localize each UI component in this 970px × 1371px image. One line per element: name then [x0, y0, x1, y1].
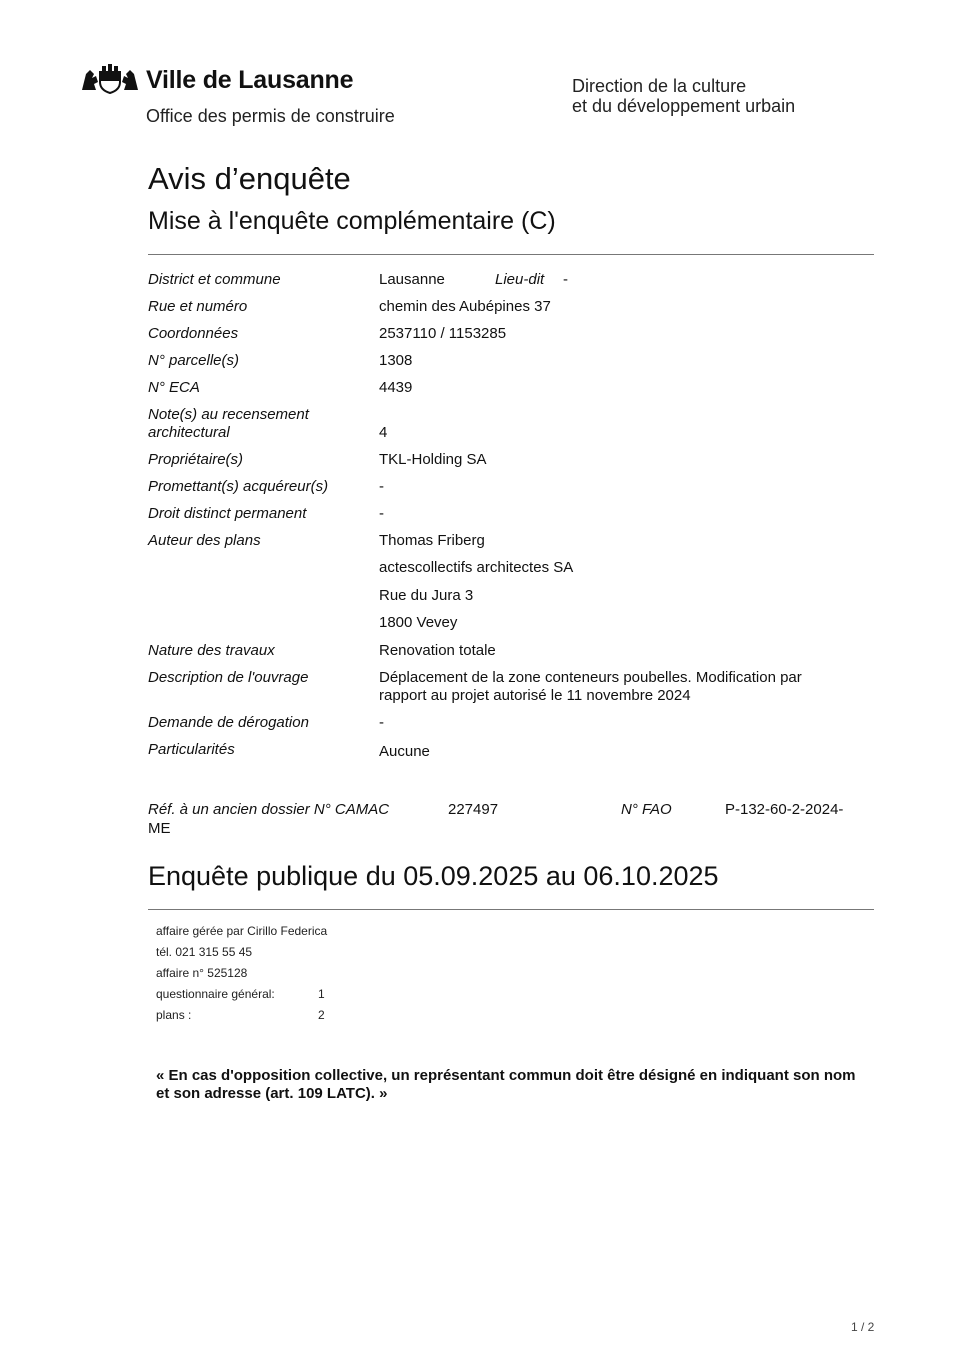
field-value: actescollectifs architectes SA [379, 559, 574, 576]
field-value: Aucune [379, 743, 430, 760]
field-label: Rue et numéro [148, 298, 248, 315]
field-label: Propriétaire(s) [148, 451, 244, 468]
field-label: Nature des travaux [148, 642, 275, 659]
field-value: Rue du Jura 3 [379, 587, 474, 604]
office-name: Office des permis de construire [146, 106, 395, 126]
direction-line-1: Direction de la culture [572, 76, 747, 96]
lieudit-label: Lieu-dit [495, 271, 545, 288]
field-label: Coordonnées [148, 325, 239, 342]
field-label-line: architectural [148, 424, 230, 441]
plans-value: 2 [318, 1008, 325, 1022]
field-value: chemin des Aubépines 37 [379, 298, 551, 315]
reference-label: Réf. à un ancien dossier N° CAMAC [148, 801, 390, 818]
field-label: Droit distinct permanent [148, 505, 307, 522]
questionnaire-value: 1 [318, 987, 325, 1001]
field-value: - [379, 478, 384, 495]
field-value: 1308 [379, 352, 413, 369]
field-label: N° ECA [148, 379, 200, 396]
direction-line-2: et du développement urbain [572, 96, 796, 116]
field-value: 4439 [379, 379, 413, 396]
page-title: Avis d’enquête [148, 161, 351, 196]
enquete-dates: Enquête publique du 05.09.2025 au 06.10.2025 [148, 861, 719, 891]
field-label: Description de l'ouvrage [148, 669, 309, 686]
field-value: Lausanne [379, 271, 445, 288]
fao-number: P-132-60-2-2024- [725, 801, 844, 818]
field-label: Auteur des plans [148, 532, 261, 549]
plans-label: plans : [156, 1008, 192, 1022]
fao-number-cont: ME [148, 820, 171, 837]
camac-number: 227497 [448, 801, 499, 818]
divider [148, 909, 874, 910]
field-value: 4 [379, 424, 388, 441]
field-label: District et commune [148, 271, 281, 288]
fao-label: N° FAO [621, 801, 672, 818]
field-value: Déplacement de la zone conteneurs poubelles. Modification par rapport au projet autorisé le 11 novembre 2024 [379, 669, 802, 704]
field-value: 1800 Vevey [379, 614, 458, 631]
field-value: - [379, 714, 384, 731]
field-value: Renovation totale [379, 642, 496, 659]
lausanne-crest-icon [80, 64, 140, 94]
lieudit-value: - [563, 271, 568, 288]
direction-block [572, 76, 795, 116]
contact-geree: affaire gérée par Cirillo Federica [156, 924, 328, 938]
contact-affaire: affaire n° 525128 [156, 966, 248, 980]
opposition-note: « En cas d'opposition collective, un représentant commun doit être désigné en indiquant son nom et son adresse (art. 109 LATC). » [156, 1067, 856, 1102]
field-label: Demande de dérogation [148, 714, 309, 731]
field-label-line: Note(s) au recensement [148, 406, 309, 423]
field-value: 2537110 / 1153285 [379, 325, 507, 342]
page-number: 1 / 2 [851, 1320, 875, 1334]
field-label: Particularités [148, 741, 235, 758]
field-value: Thomas Friberg [379, 532, 485, 549]
divider [148, 254, 874, 255]
contact-tel: tél. 021 315 55 45 [156, 945, 253, 959]
field-label: Promettant(s) acquéreur(s) [148, 478, 329, 495]
field-label: N° parcelle(s) [148, 352, 240, 369]
field-value: - [379, 505, 384, 522]
field-label [148, 406, 373, 442]
page-subtitle: Mise à l'enquête complémentaire (C) [148, 207, 556, 235]
questionnaire-label: questionnaire général: [156, 987, 275, 1001]
city-name: Ville de Lausanne [146, 66, 354, 94]
field-value: TKL-Holding SA [379, 451, 487, 468]
